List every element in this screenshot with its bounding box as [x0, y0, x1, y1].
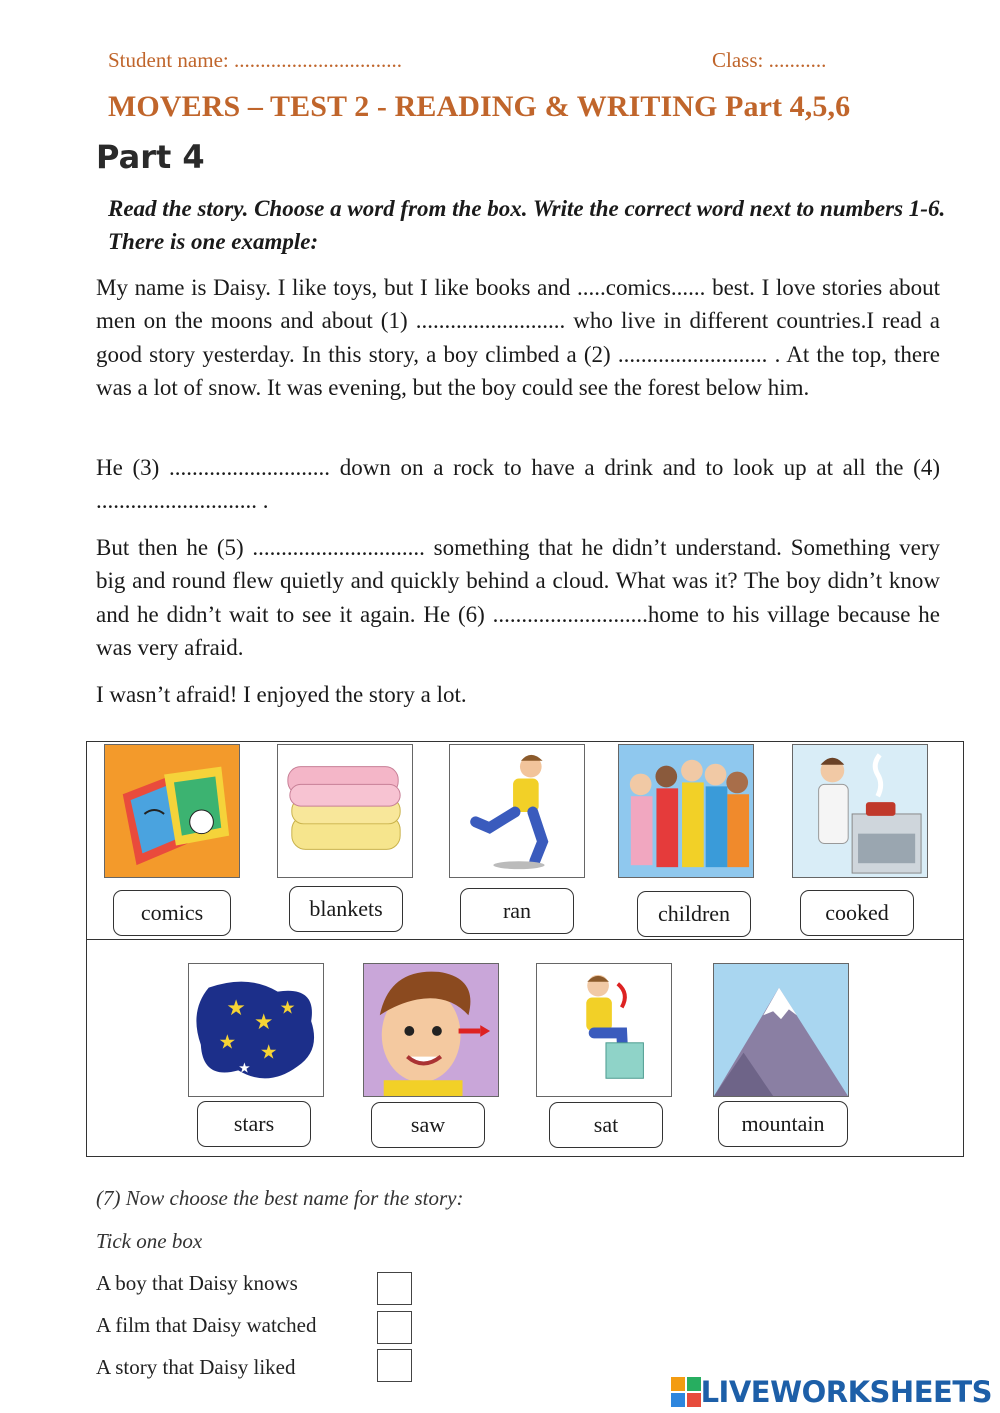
svg-text:★: ★: [238, 1060, 251, 1077]
word-children: children: [637, 891, 751, 937]
question-7-prompt: (7) Now choose the best name for the story:: [96, 1186, 464, 1210]
option-3-checkbox[interactable]: [377, 1349, 412, 1382]
story-paragraph-3: But then he (5) .............................. something that he didn’t understand. Something very big and round flew quietly and quickly behind a cloud. What was it? The boy didn’t know and he didn’t wait to see it again. He (6) ...........................home to his village because he was very afraid.: [96, 535, 940, 660]
svg-text:★: ★: [279, 998, 296, 1019]
word-blankets: blankets: [289, 886, 403, 932]
option-1-label: A boy that Daisy knows: [96, 1271, 298, 1295]
word-saw: saw: [371, 1102, 485, 1148]
svg-text:★: ★: [259, 1040, 278, 1064]
liveworksheets-logo: [671, 1374, 992, 1410]
story-paragraph-2: He (3) ............................ down on a rock to have a drink and to look up at all the (4) ............................ .: [96, 455, 940, 514]
mountain-picture-icon: [713, 963, 849, 1097]
sitting-boy-picture-icon: [536, 963, 672, 1097]
word-comics: comics: [113, 890, 231, 936]
tick-one-box-label: Tick one box: [96, 1229, 203, 1253]
word-box-divider: [86, 939, 964, 940]
option-3-label: A story that Daisy liked: [96, 1355, 296, 1379]
svg-text:★: ★: [226, 996, 246, 1022]
option-2-checkbox[interactable]: [377, 1311, 412, 1344]
instructions: Read the story. Choose a word from the box. Write the correct word next to numbers 1-6. There is one example:: [108, 196, 946, 254]
part-heading: Part 4: [96, 138, 205, 176]
stars-picture-icon: [188, 963, 324, 1097]
word-sat: sat: [549, 1102, 663, 1148]
option-1-checkbox[interactable]: [377, 1272, 412, 1305]
comics-picture-icon: [104, 744, 240, 878]
running-boy-picture-icon: [449, 744, 585, 878]
svg-text:★: ★: [218, 1030, 237, 1054]
word-ran: ran: [460, 888, 574, 934]
test-title: MOVERS – TEST 2 - READING & WRITING Part 4,5,6: [108, 90, 851, 123]
story-paragraph-1: My name is Daisy. I like toys, but I like books and .....comics...... best. I love stories about men on the moons and about (1) .......................... who live in different countries.I read a good story yesterday. In this story, a boy climbed a (2) .......................... . At the top, there was a lot of snow. It was evening, but the boy could see the forest below him.: [96, 275, 940, 400]
looking-boy-picture-icon: [363, 963, 499, 1097]
story-paragraph-4: I wasn’t afraid! I enjoyed the story a lot.: [96, 682, 467, 707]
word-stars: stars: [197, 1101, 311, 1147]
blankets-picture-icon: [277, 744, 413, 878]
option-2-label: A film that Daisy watched: [96, 1313, 317, 1337]
cooking-man-picture-icon: [792, 744, 928, 878]
word-cooked: cooked: [800, 890, 914, 936]
children-picture-icon: [618, 744, 754, 878]
svg-text:★: ★: [254, 1010, 274, 1036]
student-name-line: Student name: ................................: [108, 48, 402, 72]
liveworksheets-logo-text: LIVEWORKSHEETS: [700, 1375, 992, 1409]
class-line: Class: ...........: [712, 48, 827, 72]
word-mountain: mountain: [718, 1101, 848, 1147]
liveworksheets-logo-icon: [671, 1377, 701, 1407]
